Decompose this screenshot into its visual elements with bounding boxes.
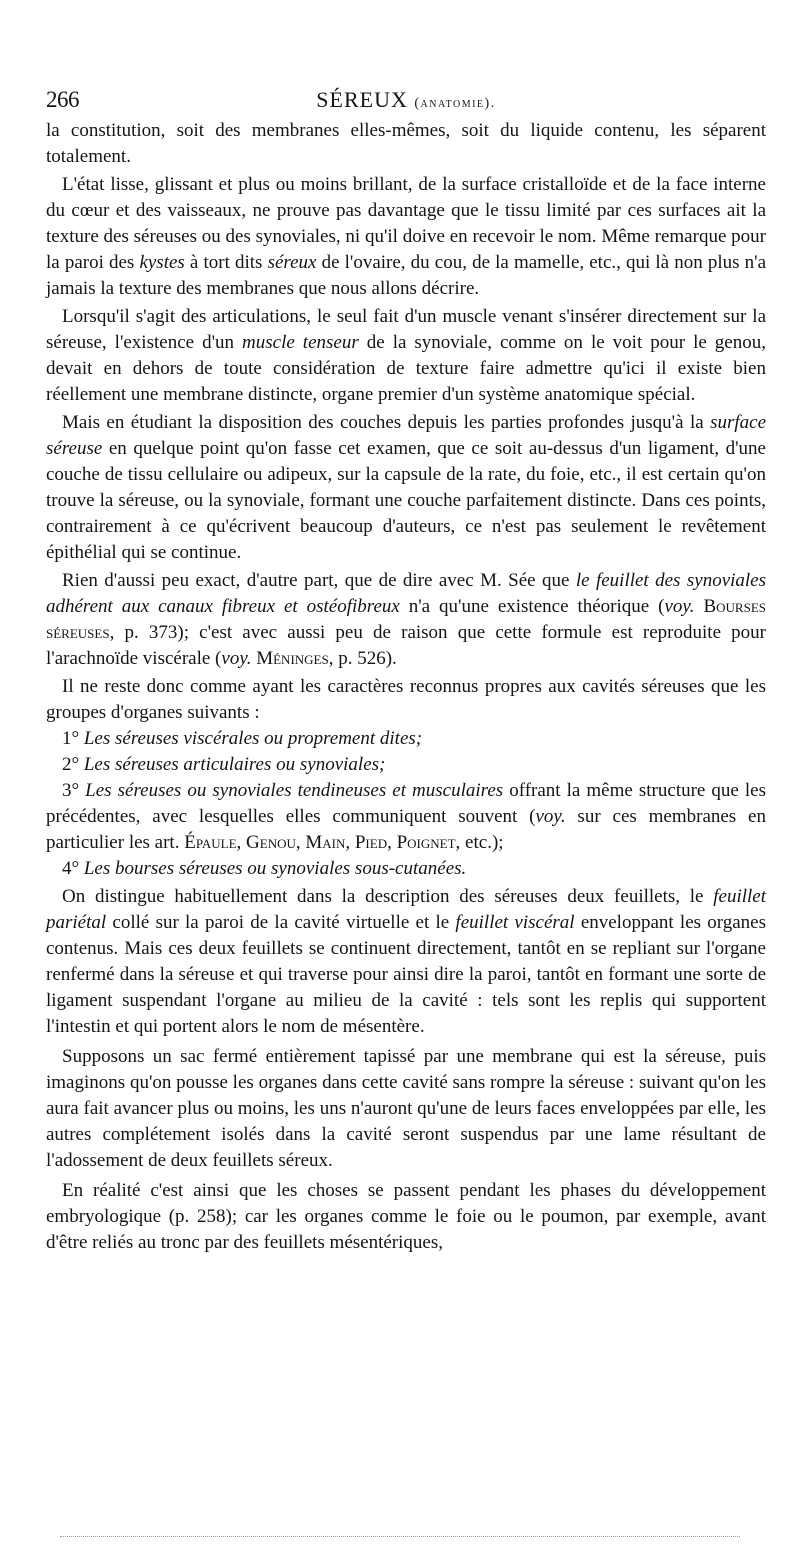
emphasis: voy.	[664, 596, 695, 617]
text: sur ces membranes en particulier les art.	[46, 806, 766, 853]
cross-reference: Main	[305, 832, 346, 853]
emphasis: voy.	[221, 648, 252, 669]
text: n'a qu'une existence théorique (	[399, 596, 665, 617]
emphasis: séreux	[267, 252, 317, 273]
paragraph-couches	[46, 410, 766, 566]
running-header	[46, 86, 766, 114]
paragraph-feuillets	[46, 884, 766, 1040]
emphasis: feuillet pariétal	[46, 886, 766, 933]
list-item	[46, 856, 766, 882]
paragraph-embryologie	[46, 1178, 766, 1256]
text: Rien d'aussi peu exact, d'autre part, que de dire avec M. Sée que	[62, 570, 576, 591]
cross-reference: Poignet	[396, 832, 456, 853]
separator: ,	[387, 832, 397, 853]
running-title-sub: (anatomie).	[414, 96, 496, 111]
cross-reference: Pied	[354, 832, 388, 853]
paragraph-text: Supposons un sac fermé entièrement tapissé par une membrane qui est la séreuse, puis imaginons qu'on pousse les organes dans cette cavité sans rompre la séreuse : suivant qu'on les aura fait avancer plus ou moins, les uns n'auront qu'une de leurs faces enveloppées par elle, les autres complétement isolés dans la cavité seront suspendus par une lame résultant de l'adossement de deux feuillets séreux.	[46, 1046, 766, 1171]
paragraph-sac-ferme	[46, 1044, 766, 1174]
text: en quelque point qu'on fasse cet examen, que ce soit au-dessus d'un ligament, d'une couche de tissu cellulaire ou adipeux, sur la capsule de la rate, du foie, etc., il est certain qu'on trouve la séreuse, ou la synoviale, formant une couche parfaitement distincte. Dans ces points, contrairement à ce qu'écrivent beaucoup d'auteurs, ce n'est pas seulement le revêtement épithélial qui se continue.	[46, 438, 766, 563]
list-text: Les bourses séreuses ou synoviales sous-cutanées.	[83, 858, 467, 879]
emphasis: le feuillet des synoviales adhérent aux canaux fibreux et ostéofibreux	[46, 570, 767, 617]
paragraph-continued	[46, 118, 766, 170]
paragraph-groupes	[46, 674, 766, 726]
running-title	[46, 86, 766, 118]
text: L'état lisse, glissant et plus ou moins brillant, de la surface cristalloïde et de la face interne du cœur et des vaisseaux, ne prouve pas davantage que le tissu limité par ces surfaces ait la texture des séreuses ou des synoviales, ni qu'il doive en recevoir le nom. Même remarque pour la paroi des	[46, 174, 766, 273]
text: Lorsqu'il s'agit des articulations, le seul fait d'un muscle venant s'insérer directement sur la séreuse, l'existence d'un	[46, 306, 766, 353]
text: On distingue habituellement dans la description des séreuses deux feuillets, le	[62, 886, 714, 907]
list-text: Les séreuses articulaires ou synoviales;	[83, 754, 386, 775]
separator: ,	[295, 832, 306, 853]
list-item	[46, 778, 766, 856]
text: , p. 526).	[328, 648, 397, 669]
text: collé sur la paroi de la cavité virtuelle et le	[106, 912, 456, 933]
list-number: 1°	[62, 728, 80, 749]
paragraph-text: la constitution, soit des membranes elles-mêmes, soit du liquide contenu, les séparent totalement.	[46, 120, 766, 167]
list-text: Les séreuses ou synoviales tendineuses et musculaires	[85, 780, 504, 801]
paragraph-articulations	[46, 304, 766, 408]
paragraph-text: Il ne reste donc comme ayant les caractères reconnus propres aux cavités séreuses que les groupes d'organes suivants :	[46, 676, 766, 723]
text: , etc.);	[455, 832, 504, 853]
text: de l'ovaire, du cou, de la mamelle, etc., qui là non plus n'a jamais la texture des membranes que nous allons décrire.	[46, 252, 767, 299]
cross-reference: Épaule	[184, 832, 237, 853]
running-title-main: SÉREUX	[316, 87, 408, 112]
emphasis: surface séreuse	[46, 412, 766, 459]
text: enveloppant les organes contenus. Mais ces deux feuillets se continuent directement, tantôt en se repliant sur l'organe renfermé dans la séreuse et qui traverse pour ainsi dire la paroi, tantôt en formant une sorte de ligament suspendant l'organe au milieu de la cavité : tels sont les replis qui supportent l'intestin et qui portent alors le nom de mésentère.	[46, 912, 766, 1037]
list-item	[46, 752, 766, 778]
text: de la synoviale, comme on le voit pour le genou, devait en dehors de toute considération de texture faire admettre qu'ici il existe bien réellement une membrane distincte, organe premier d'un système anatomique spécial.	[46, 332, 766, 405]
paragraph-surface-lisse	[46, 172, 766, 302]
emphasis: voy.	[535, 806, 566, 827]
footer-rule	[60, 1536, 740, 1537]
separator: ,	[236, 832, 247, 853]
page-number: 266	[46, 87, 79, 112]
text: à tort dits	[184, 252, 268, 273]
list-number: 3°	[62, 780, 80, 801]
text: , p. 373); c'est avec aussi peu de raison que cette formule est reproduite pour l'arachnoïde viscérale (	[46, 622, 766, 669]
list-number: 4°	[62, 858, 80, 879]
text: Mais en étudiant la disposition des couches depuis les parties profondes jusqu'à la	[62, 412, 711, 433]
emphasis: feuillet viscéral	[455, 912, 575, 933]
list-number: 2°	[62, 754, 80, 775]
list-item	[46, 726, 766, 752]
emphasis: muscle tenseur	[242, 332, 359, 353]
paragraph-see	[46, 568, 766, 672]
list-text: Les séreuses viscérales ou proprement dites;	[83, 728, 423, 749]
cross-reference: Genou	[246, 832, 296, 853]
text: offrant la même structure que les précédentes, avec lesquelles elles communiquent souvent (	[46, 780, 767, 827]
separator: ,	[345, 832, 355, 853]
paragraph-text: En réalité c'est ainsi que les choses se passent pendant les phases du développement embryologique (p. 258); car les organes comme le foie ou le poumon, par exemple, avant d'être reliés au tronc par des feuillets mésentériques,	[46, 1180, 766, 1253]
emphasis: kystes	[139, 252, 185, 273]
cross-reference: Méninges	[256, 648, 329, 669]
article-body	[46, 118, 766, 1256]
cross-reference: Bourses séreuses	[46, 596, 766, 643]
